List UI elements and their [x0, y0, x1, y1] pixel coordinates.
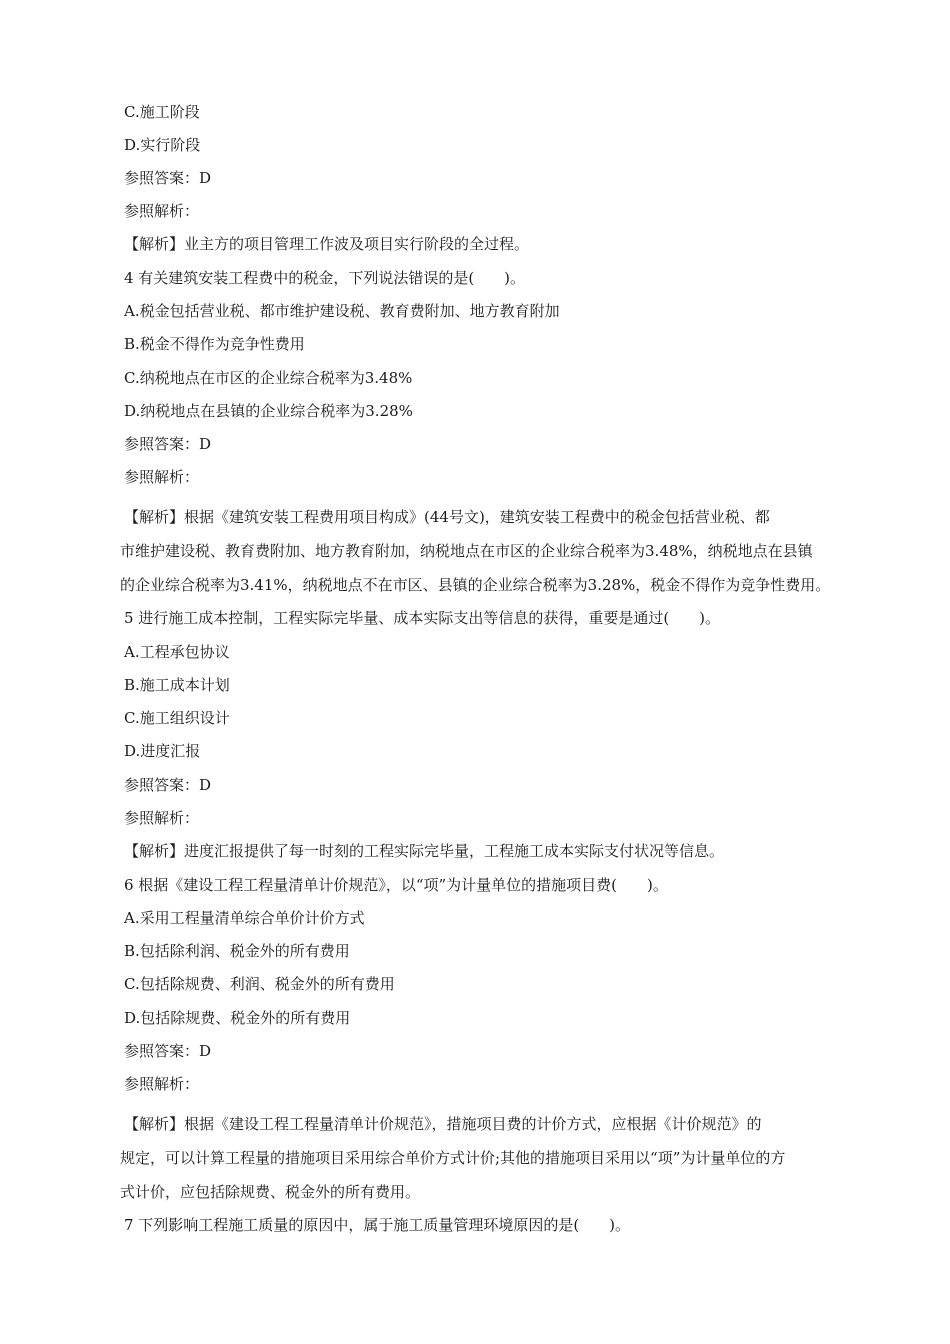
- option-d-line: D.进度汇报: [124, 742, 201, 760]
- answer-line: 参照答案：D: [124, 1042, 212, 1060]
- option-c-line: C.施工组织设计: [124, 709, 230, 727]
- answer-line: 参照答案：D: [124, 435, 212, 453]
- paragraph-row: 【解析】根据《建筑安装工程费用项目构成》(44号文)，建筑安装工程费中的税金包括营业税、都: [124, 508, 770, 526]
- analysis-text: 【解析】业主方的项目管理工作波及项目实行阶段的全过程。: [124, 235, 530, 253]
- option-c-line: C.纳税地点在市区的企业综合税率为3.48%: [124, 369, 413, 387]
- option-c-line: C.包括除规费、利润、税金外的所有费用: [124, 975, 395, 993]
- paragraph-row: 【解析】根据《建设工程工程量清单计价规范》，措施项目费的计价方式，应根据《计价规范》的: [124, 1115, 762, 1133]
- paragraph-row: 式计价，应包括除规费、税金外的所有费用。: [120, 1183, 421, 1201]
- analysis-label: 参照解析：: [124, 202, 200, 220]
- option-a-line: A.税金包括营业税、都市维护建设税、教育费附加、地方教育附加: [124, 302, 560, 320]
- option-b-line: B.税金不得作为竞争性费用: [124, 335, 305, 353]
- question-5: 5 进行施工成本控制，工程实际完毕量、成本实际支出等信息的获得，重要是通过( )。: [124, 609, 721, 627]
- analysis-label: 参照解析：: [124, 468, 200, 486]
- analysis-label: 参照解析：: [124, 1075, 200, 1093]
- analysis-label: 参照解析：: [124, 809, 200, 827]
- paragraph-row: 规定，可以计算工程量的措施项目采用综合单价方式计价;其他的措施项目采用以“项”为计量单位的方: [120, 1149, 786, 1167]
- question-7: 7 下列影响工程施工质量的原因中，属于施工质量管理环境原因的是( )。: [124, 1216, 631, 1234]
- analysis-paragraph-6: [120, 1107, 864, 1209]
- option-b-line: B.施工成本计划: [124, 676, 230, 694]
- option-b-line: B.包括除利润、税金外的所有费用: [124, 942, 350, 960]
- answer-line: 参照答案：D: [124, 776, 212, 794]
- option-d-line: D.实行阶段: [124, 136, 201, 154]
- option-a-line: A.采用工程量清单综合单价计价方式: [124, 909, 365, 927]
- option-d-line: D.包括除规费、税金外的所有费用: [124, 1009, 351, 1027]
- option-a-line: A.工程承包协议: [124, 643, 230, 661]
- question-6: 6 根据《建设工程工程量清单计价规范》，以“项”为计量单位的措施项目费( )。: [124, 876, 668, 894]
- option-c-line: C.施工阶段: [124, 103, 200, 121]
- answer-line: 参照答案：D: [124, 169, 212, 187]
- paragraph-row: 的企业综合税率为3.41%，纳税地点不在市区、县镇的企业综合税率为3.28%，税金不得作为竞争性费用。: [120, 576, 831, 594]
- question-4: 4 有关建筑安装工程费中的税金，下列说法错误的是( )。: [124, 269, 526, 287]
- paragraph-row: 市维护建设税、教育费附加、地方教育附加，纳税地点在市区的企业综合税率为3.48%，纳税地点在县镇: [120, 542, 813, 560]
- option-d-line: D.纳税地点在县镇的企业综合税率为3.28%: [124, 402, 413, 420]
- analysis-text: 【解析】进度汇报提供了每一时刻的工程实际完毕量，工程施工成本实际支付状况等信息。: [124, 842, 725, 860]
- analysis-paragraph-4: [120, 500, 864, 602]
